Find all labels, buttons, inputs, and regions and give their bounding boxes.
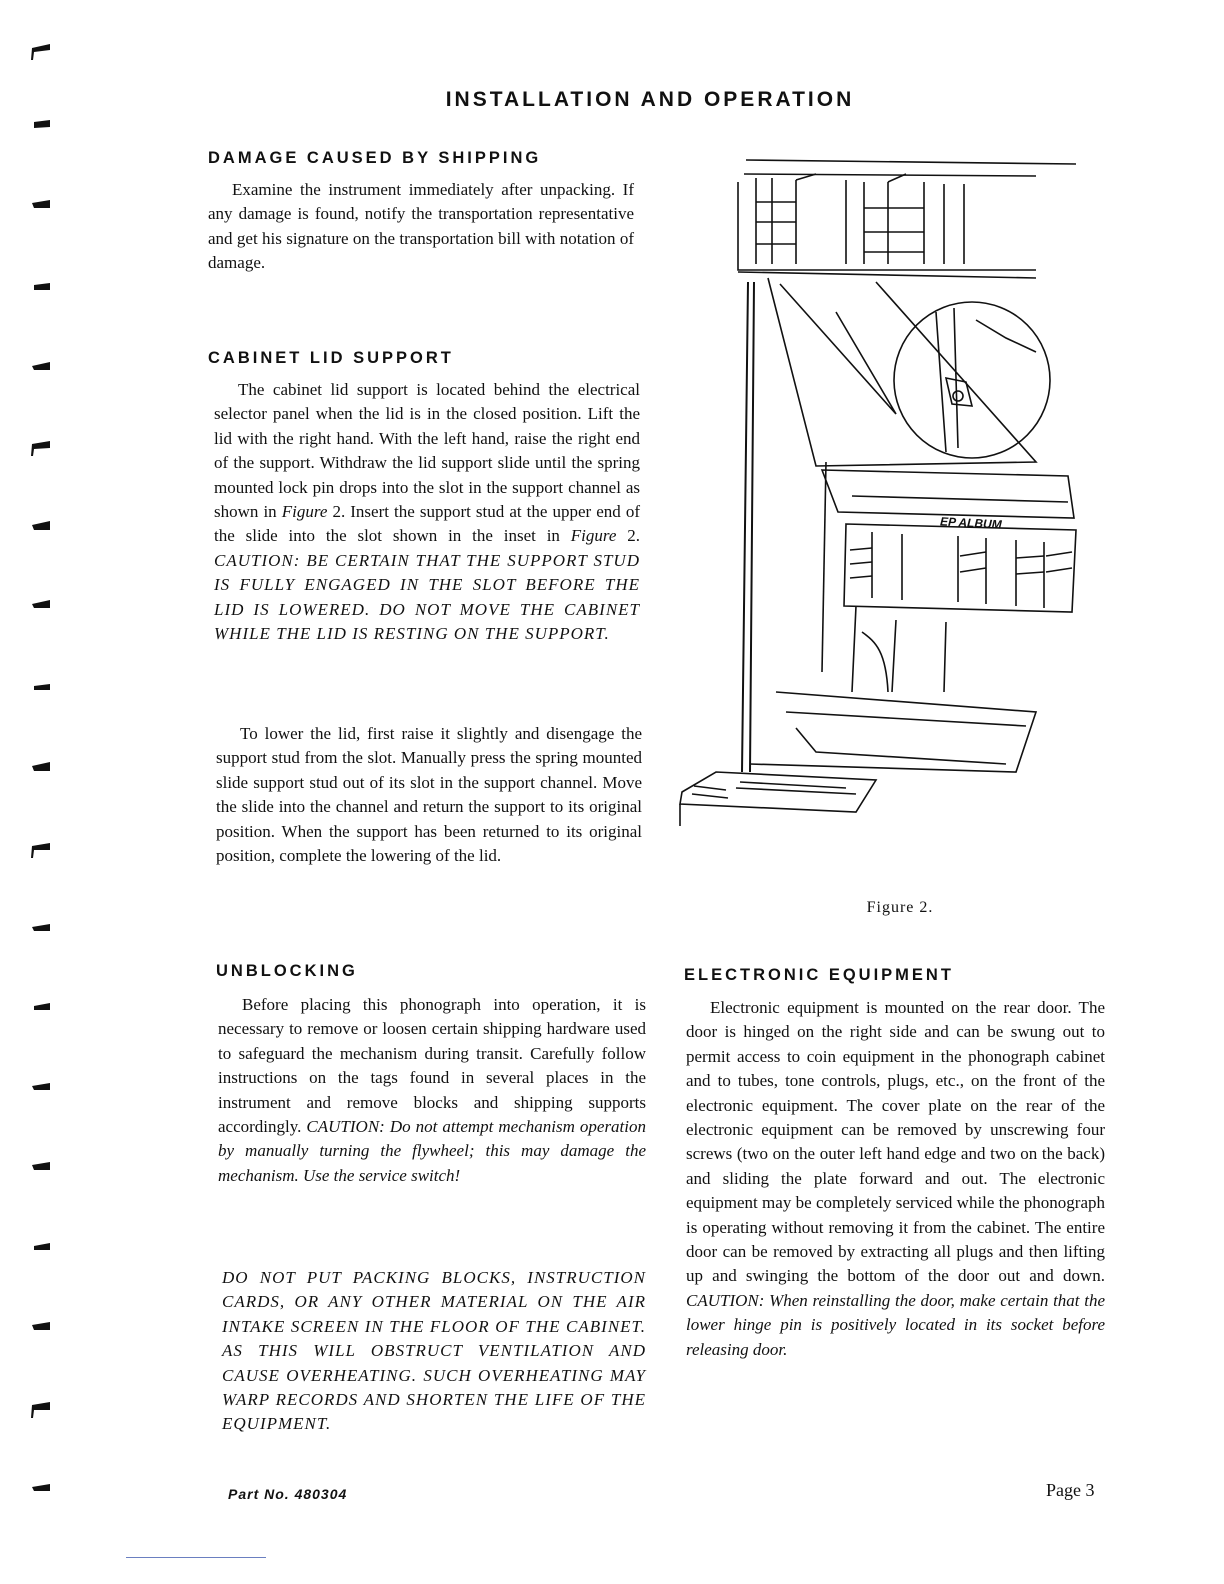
unblocking-warning: DO NOT PUT PACKING BLOCKS, INSTRUCTION CARDS, OR ANY OTHER MATERIAL ON THE AIR INTAKE SCREEN IN THE FLOOR OF THE CABINET. AS THIS WILL OBSTRUCT VENTILATION AND CAUSE OVERHEATING. SUCH OVERHEATING MAY WARP RECORDS AND SHORTEN THE LIFE OF THE EQUIPMENT. xyxy=(222,1268,646,1434)
bottom-rule xyxy=(126,1557,266,1558)
binding-marks xyxy=(28,0,58,1584)
figure-caption: Figure 2. xyxy=(866,899,934,916)
unblocking-heading: UNBLOCKING xyxy=(216,962,358,980)
damage-heading: DAMAGE CAUSED BY SHIPPING xyxy=(208,149,542,167)
figure-2-illustration xyxy=(676,152,1096,832)
figure-reference: Figure xyxy=(570,526,617,546)
lid-support-paragraph-2: To lower the lid, first raise it slightly and disengage the support stud from the slot. Manually press the spring mounted slide support stud out of its slot in the support channel. Move the slide into the channel and return the support to its original position. When the support has been returned to its original position, complete the lowering of the lid. xyxy=(216,724,642,866)
lid-support-text-c: 2. xyxy=(616,526,640,546)
unblocking-paragraph-1 xyxy=(218,993,646,1188)
part-number: Part No. 480304 xyxy=(228,1486,348,1502)
electronic-paragraph xyxy=(686,996,1105,1362)
page-title: INSTALLATION AND OPERATION xyxy=(445,88,855,111)
lid-support-text-b: 2. Insert the support stud at the upper end of the slide into the slot shown in the inset in xyxy=(214,502,641,546)
lid-support-heading: CABINET LID SUPPORT xyxy=(208,349,454,367)
unblocking-caution: CAUTION: Do not attempt mechanism operation by manually turning the flywheel; this may damage the mechanism. Use the service switch! xyxy=(218,1117,647,1185)
lid-support-text-a: The cabinet lid support is located behind the electrical selector panel when the lid is in the closed position. Lift the lid with the right hand. With the left hand, raise the right end of the support. Withdraw the lid support slide until the spring mounted lock pin drops into the slot in the support channel as shown in xyxy=(214,380,640,522)
lid-support-paragraph-1 xyxy=(214,378,640,646)
electronic-text: Electronic equipment is mounted on the rear door. The door is hinged on the right side and can be swung out to permit access to coin equipment in the phonograph cabinet and to tubes, tone controls, plugs, etc., on the front of the electronic equipment. The cover plate on the rear of the electronic equipment can be removed by unscrewing four screws (two on the outer left hand edge and two on the back) and sliding the plate forward and out. The electronic equipment may be completely serviced while the phonograph is operating without removing it from the cabinet. The entire door can be removed by extracting all plugs and then lifting up and swinging the bottom of the door out and down. xyxy=(686,998,1105,1286)
figure-reference: Figure xyxy=(281,502,328,522)
page-number: Page 3 xyxy=(1046,1480,1095,1500)
figure-panel-label: EP ALBUM xyxy=(939,514,1003,532)
lid-support-caution: CAUTION: BE CERTAIN THAT THE SUPPORT STUD IS FULLY ENGAGED IN THE SLOT BEFORE THE LID IS LOWERED. DO NOT MOVE THE CABINET WHILE THE LID IS RESTING ON THE SUPPORT. xyxy=(214,550,640,644)
electronic-caution: CAUTION: When reinstalling the door, make certain that the lower hinge pin is positively located in its socket before releasing door. xyxy=(686,1290,1105,1359)
electronic-heading: ELECTRONIC EQUIPMENT xyxy=(684,966,954,984)
damage-paragraph: Examine the instrument immediately after unpacking. If any damage is found, notify the transportation representative and get his signature on the transportation bill with notation of damage. xyxy=(208,180,634,273)
unblocking-text: Before placing this phonograph into operation, it is necessary to remove or loosen certain shipping hardware used to safeguard the mechanism during transit. Carefully follow instructions on the tags found in several places in the instrument and remove blocks and shipping supports accordingly. xyxy=(218,995,646,1137)
